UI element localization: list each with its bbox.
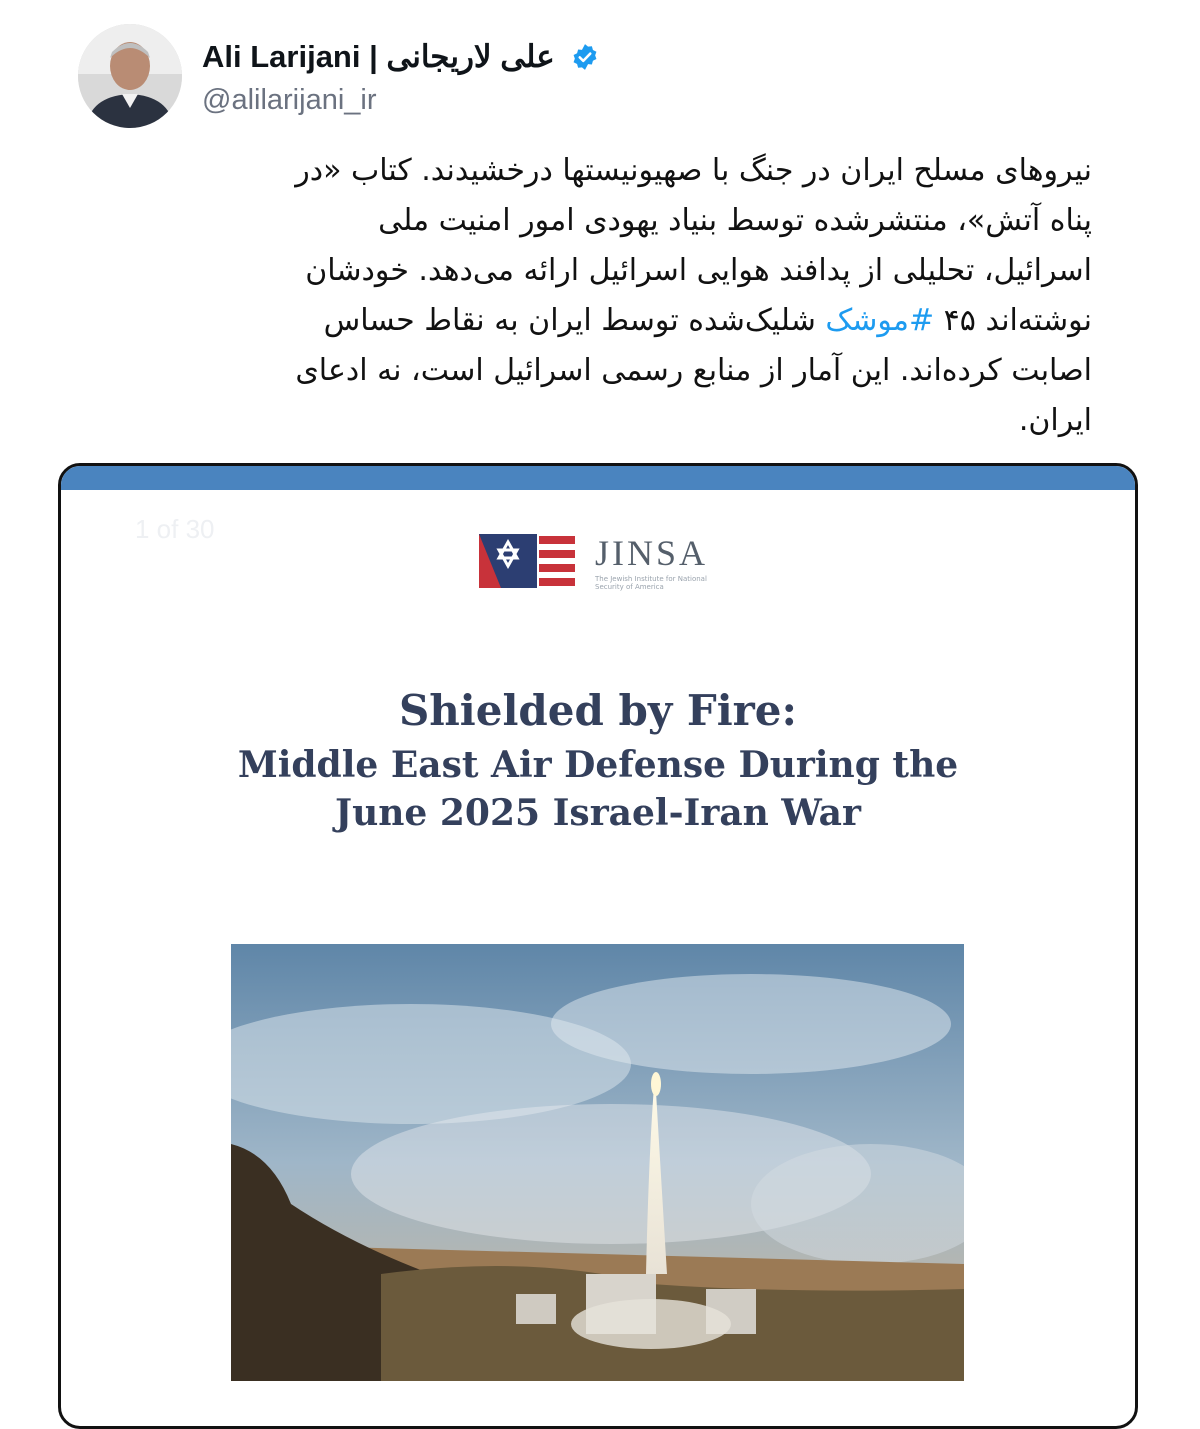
display-name[interactable]: Ali Larijani | علی لاریجانی <box>202 36 599 76</box>
tweet-line: نیروهای مسلح ایران در جنگ با صهیونیستها درخشیدند. کتاب «در <box>295 153 1092 188</box>
document-subtitle-line: Middle East Air Defense During the <box>237 744 959 786</box>
tweet-line: پناه آتش»، منتشرشده توسط بنیاد یهودی امور امنیت ملی <box>378 203 1092 238</box>
missile-launch-photo <box>231 944 964 1381</box>
tweet-line: ایران. <box>1018 403 1092 438</box>
handle[interactable]: @alilarijani_ir <box>202 83 377 116</box>
logo-text: JINSA <box>595 533 709 573</box>
tweet-text <box>78 146 1092 446</box>
avatar[interactable] <box>78 24 182 128</box>
jinsa-flag-icon <box>479 534 575 588</box>
page-indicator: 1 of 30 <box>135 514 215 544</box>
document-title: Shielded by Fire: <box>398 686 798 735</box>
document-preview-card[interactable] <box>58 463 1138 1429</box>
logo-subtext: The Jewish Institute for National Security of America <box>595 575 707 591</box>
document-subtitle-line: June 2025 Israel-Iran War <box>335 792 861 834</box>
hashtag-link[interactable]: #موشک <box>825 303 935 338</box>
tweet-text-fragment: شلیک‌شده توسط ایران به نقاط حساس <box>323 303 826 338</box>
tweet-header <box>78 24 778 120</box>
tweet-line: اصابت کرده‌اند. این آمار از منابع رسمی اسرائیل است، نه ادعای <box>295 353 1092 388</box>
tweet-line: اسرائیل، تحلیلی از پدافند هوایی اسرائیل ارائه می‌دهد. خودشان <box>305 253 1092 288</box>
jinsa-logo <box>479 532 739 590</box>
verified-badge-icon <box>571 43 599 71</box>
tweet-text-fragment: نوشته‌اند ۴۵ <box>934 303 1092 338</box>
card-accent-bar <box>61 466 1135 490</box>
tweet-line <box>78 296 1092 346</box>
